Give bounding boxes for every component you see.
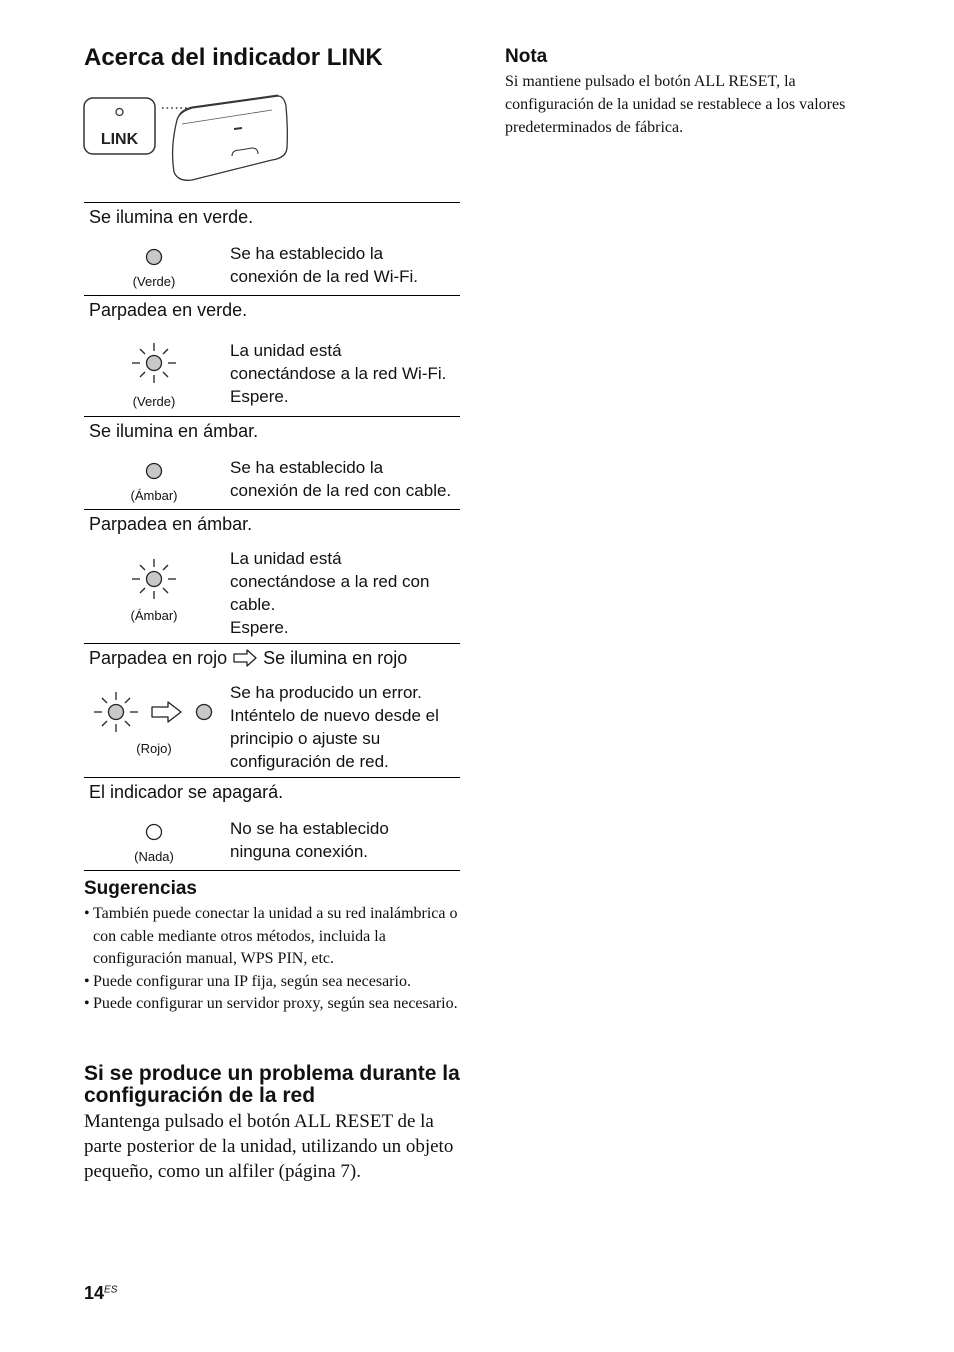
row-title: Se ilumina en ámbar. bbox=[89, 421, 259, 441]
problema-text: Mantenga pulsado el botón ALL RESET de la parte posterior de la unidad, utilizando un objeto pequeño, como un alfiler (página 7). bbox=[84, 1111, 454, 1182]
sugerencias-list bbox=[84, 903, 464, 1016]
sugerencias-heading: Sugerencias bbox=[84, 878, 197, 899]
row-title: Parpadea en verde. bbox=[89, 300, 248, 320]
link-label: LINK bbox=[100, 131, 139, 148]
indicator-row-blinking-green bbox=[84, 295, 460, 416]
row-caption: (Verde) bbox=[132, 394, 176, 409]
row-caption: (Ámbar) bbox=[130, 608, 178, 623]
row-caption: (Nada) bbox=[134, 849, 174, 864]
page-number-value: 14 bbox=[84, 1283, 105, 1303]
row-description: La unidad está conectándose a la red con cable. Espere. bbox=[230, 549, 430, 637]
page-title: Acerca del indicador LINK bbox=[84, 44, 383, 71]
row-caption: (Verde) bbox=[132, 274, 176, 289]
nota-text: Si mantiene pulsado el botón ALL RESET, la configuración de la unidad se restablece a los valores predeterminados de fábrica. bbox=[505, 73, 846, 136]
nota-heading: Nota bbox=[505, 46, 548, 67]
row-title-part-b: Se ilumina en rojo bbox=[263, 648, 408, 668]
indicator-row-off bbox=[84, 777, 460, 871]
indicator-row-red bbox=[84, 643, 460, 777]
indicator-row-solid-amber bbox=[84, 416, 460, 509]
indicator-row-blinking-amber bbox=[84, 509, 460, 643]
page-number-suffix: ES bbox=[104, 1284, 118, 1296]
list-item: • Puede configurar un servidor proxy, según sea necesario. bbox=[84, 993, 464, 1016]
device-link-illustration bbox=[82, 88, 302, 188]
indicator-table bbox=[84, 202, 460, 871]
row-title: Se ilumina en verde. bbox=[89, 207, 254, 227]
row-description: Se ha establecido la conexión de la red Wi-Fi. bbox=[230, 244, 419, 286]
row-caption: (Ámbar) bbox=[130, 488, 178, 503]
row-description: No se ha establecido ninguna conexión. bbox=[230, 819, 389, 861]
page-number bbox=[84, 1283, 117, 1304]
problema-heading: Si se produce un problema durante la configuración de la red bbox=[84, 1062, 460, 1107]
row-title: El indicador se apagará. bbox=[89, 782, 284, 802]
row-caption: (Rojo) bbox=[136, 741, 172, 756]
row-description: Se ha producido un error. Inténtelo de nuevo desde el principio o ajuste su configuración de red. bbox=[230, 683, 439, 771]
row-title: Parpadea en ámbar. bbox=[89, 514, 253, 534]
row-description: La unidad está conectándose a la red Wi-Fi. Espere. bbox=[230, 341, 447, 406]
row-title-part-a: Parpadea en rojo bbox=[89, 648, 228, 668]
list-item: • También puede conectar la unidad a su red inalámbrica o con cable mediante otros métodos, incluida la configuración manual, WPS PIN, etc. bbox=[84, 903, 464, 971]
indicator-row-solid-green bbox=[84, 202, 460, 295]
row-description: Se ha establecido la conexión de la red con cable. bbox=[230, 458, 452, 500]
link-led-icon bbox=[116, 109, 123, 116]
list-item: • Puede configurar una IP fija, según sea necesario. bbox=[84, 971, 464, 994]
